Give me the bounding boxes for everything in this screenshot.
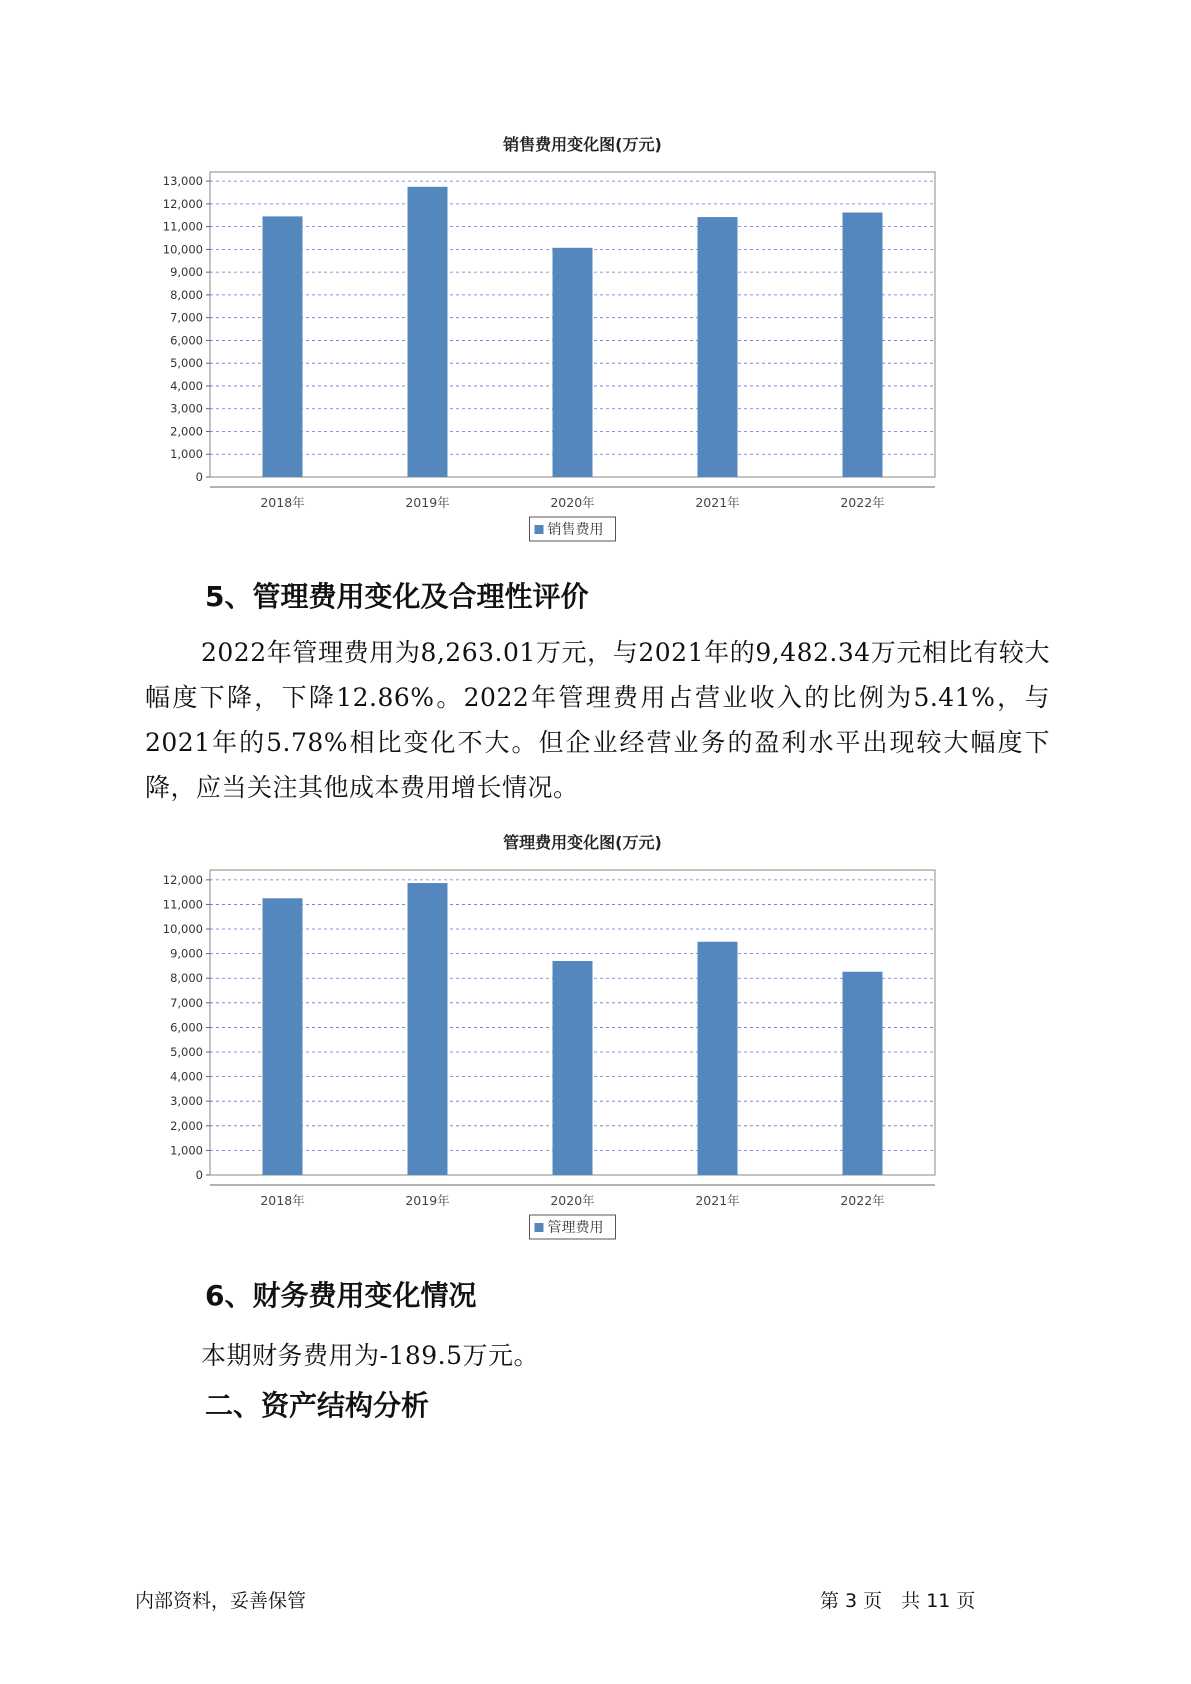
x-tick-label: 2020年	[550, 1193, 595, 1208]
section6-heading: 6、财务费用变化情况	[205, 1279, 477, 1312]
bar	[843, 972, 883, 1175]
y-tick-label: 3,000	[170, 401, 203, 416]
y-tick-label: 8,000	[170, 971, 203, 986]
y-tick-label: 0	[195, 1168, 203, 1182]
x-tick-label: 2020年	[550, 495, 595, 510]
sales-expense-chart-svg	[150, 130, 1030, 560]
bar	[408, 883, 448, 1175]
x-tick-label: 2022年	[840, 1193, 885, 1208]
x-tick-label: 2019年	[405, 1193, 450, 1208]
y-tick-label: 4,000	[170, 378, 203, 393]
y-tick-label: 7,000	[170, 995, 203, 1010]
legend-label: 管理费用	[547, 1220, 604, 1236]
footer-left: 内部资料，妥善保管	[135, 1590, 307, 1612]
y-tick-label: 10,000	[162, 922, 203, 937]
y-tick-label: 10,000	[162, 242, 203, 257]
section5-heading: 5、管理费用变化及合理性评价	[205, 580, 589, 613]
y-tick-label: 6,000	[170, 333, 203, 348]
bar	[843, 213, 883, 477]
y-tick-label: 9,000	[170, 265, 203, 280]
y-tick-label: 5,000	[170, 1045, 203, 1060]
y-tick-label: 1,000	[170, 1143, 203, 1158]
x-tick-label: 2018年	[260, 1193, 305, 1208]
y-tick-label: 12,000	[162, 196, 203, 211]
bar	[553, 248, 593, 477]
legend-swatch	[535, 1223, 544, 1232]
legend-swatch	[535, 525, 544, 534]
section-two-heading: 二、资产结构分析	[205, 1389, 430, 1422]
management-expense-chart-svg	[150, 828, 1030, 1258]
footer-page-number: 第 3 页 共 11 页	[820, 1590, 976, 1612]
x-tick-label: 2018年	[260, 495, 305, 510]
legend-label: 销售费用	[547, 522, 604, 538]
bar	[698, 942, 738, 1175]
section6-paragraph-text: 本期财务费用为-189.5万元。	[201, 1341, 540, 1370]
x-tick-label: 2021年	[695, 1193, 740, 1208]
chart-title: 管理费用变化图(万元)	[503, 833, 662, 852]
x-tick-label: 2022年	[840, 495, 885, 510]
sales-expense-chart	[150, 130, 1030, 560]
y-tick-label: 2,000	[170, 1118, 203, 1133]
y-tick-label: 2,000	[170, 424, 203, 439]
y-tick-label: 7,000	[170, 310, 203, 325]
bar	[553, 961, 593, 1175]
y-tick-label: 5,000	[170, 356, 203, 371]
y-tick-label: 6,000	[170, 1020, 203, 1035]
y-tick-label: 0	[195, 470, 203, 484]
y-tick-label: 13,000	[162, 174, 203, 189]
management-expense-chart	[150, 828, 1030, 1258]
bar	[263, 216, 303, 477]
section6-paragraph	[145, 1333, 1050, 1378]
y-tick-label: 1,000	[170, 447, 203, 462]
x-tick-label: 2021年	[695, 495, 740, 510]
y-tick-label: 12,000	[162, 872, 203, 887]
section5-paragraph	[145, 630, 1050, 810]
y-tick-label: 8,000	[170, 287, 203, 302]
y-tick-label: 9,000	[170, 946, 203, 961]
y-tick-label: 11,000	[162, 897, 203, 912]
chart-title: 销售费用变化图(万元)	[503, 135, 662, 154]
bar	[408, 187, 448, 477]
y-tick-label: 4,000	[170, 1069, 203, 1084]
y-tick-label: 11,000	[162, 219, 203, 234]
x-tick-label: 2019年	[405, 495, 450, 510]
section5-paragraph-text: 2022年管理费用为8,263.01万元，与2021年的9,482.34万元相比有较大幅度下降，下降12.86%。2022年管理费用占营业收入的比例为5.41%，与2021年的5.78%相比变化不大。但企业经营业务的盈利水平出现较大幅度下降，应当关注其他成本费用增长情况。	[145, 638, 1050, 802]
bar	[263, 898, 303, 1175]
bar	[698, 217, 738, 477]
y-tick-label: 3,000	[170, 1094, 203, 1109]
